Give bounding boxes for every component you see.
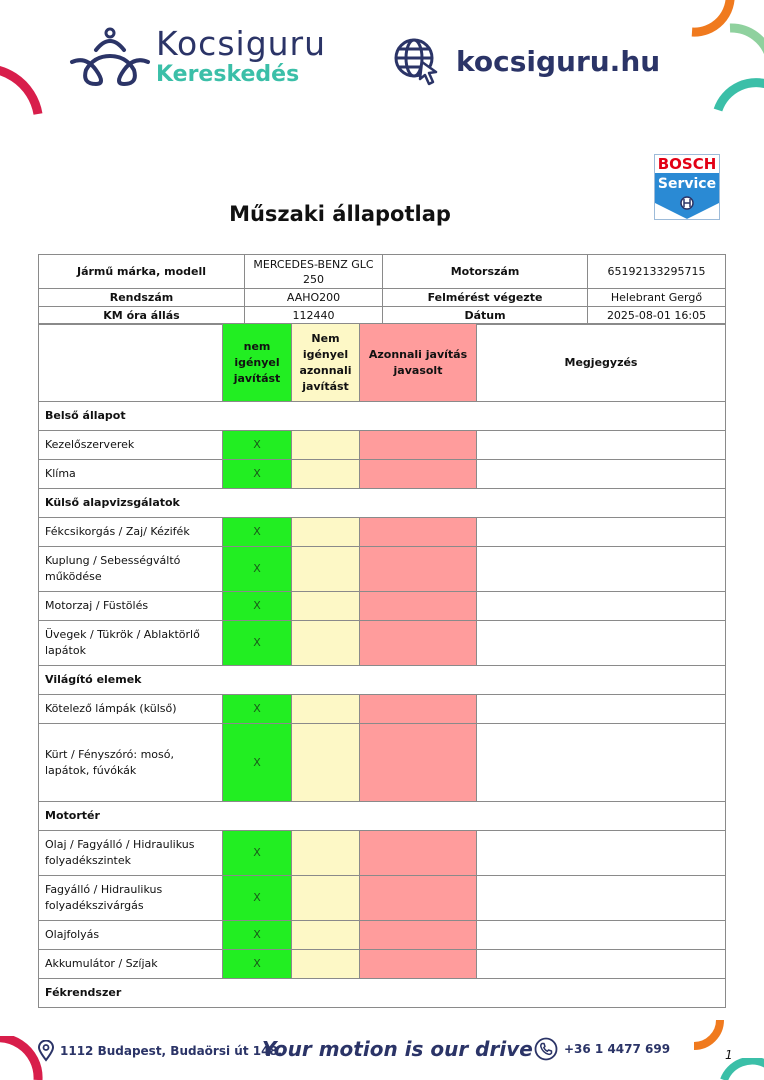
bosch-service-text: Service (655, 173, 719, 195)
guru-mascot-icon (66, 26, 152, 88)
section-row (39, 802, 726, 831)
checklist-row (39, 950, 726, 979)
inspector-label: Felmérést végezte (383, 289, 588, 307)
checklist-item-label: Kötelező lámpák (külső) (39, 695, 223, 724)
status-no-repair-cell: X (223, 876, 292, 921)
plate-value: AAHO200 (245, 289, 383, 307)
status-urgent-repair-cell (360, 460, 477, 489)
plate-label: Rendszám (39, 289, 245, 307)
header-blank (39, 324, 223, 402)
decorative-arc-top-right-green (726, 20, 764, 60)
checklist-item-label: Fékcsikorgás / Zaj/ Kézifék (39, 518, 223, 547)
status-no-repair-cell: X (223, 547, 292, 592)
status-no-repair-cell: X (223, 431, 292, 460)
section-row (39, 666, 726, 695)
section-title: Világító elemek (39, 666, 726, 695)
status-no-urgent-repair-cell (292, 592, 360, 621)
checklist-row (39, 695, 726, 724)
section-title: Motortér (39, 802, 726, 831)
note-cell (477, 621, 726, 666)
make-model-label: Jármű márka, modell (39, 255, 245, 289)
status-urgent-repair-cell (360, 831, 477, 876)
vehicle-info-table (38, 254, 726, 325)
status-no-urgent-repair-cell (292, 518, 360, 547)
status-no-urgent-repair-cell (292, 921, 360, 950)
phone-text: +36 1 4477 699 (564, 1042, 671, 1056)
status-urgent-repair-cell (360, 621, 477, 666)
note-cell (477, 876, 726, 921)
checklist-item-label: Motorzaj / Füstölés (39, 592, 223, 621)
status-no-repair-cell: X (223, 592, 292, 621)
checklist-item-label: Olaj / Fagyálló / Hidraulikus folyadékszintek (39, 831, 223, 876)
checklist-row (39, 518, 726, 547)
brand-subtitle: Kereskedés (156, 62, 300, 87)
status-urgent-repair-cell (360, 876, 477, 921)
note-cell (477, 460, 726, 489)
checklist-row (39, 831, 726, 876)
checklist-row (39, 621, 726, 666)
decorative-arc-bottom-right-orange (692, 1018, 726, 1052)
note-cell (477, 695, 726, 724)
checklist-item-label: Fagyálló / Hidraulikus folyadékszivárgás (39, 876, 223, 921)
note-cell (477, 950, 726, 979)
checklist-row (39, 592, 726, 621)
website-text: kocsiguru.hu (456, 44, 661, 78)
status-no-urgent-repair-cell (292, 621, 360, 666)
globe-cursor-icon (392, 36, 442, 86)
checklist-item-label: Kuplung / Sebességváltó működése (39, 547, 223, 592)
note-cell (477, 431, 726, 460)
checklist-item-label: Üvegek / Tükrök / Ablaktörlő lapátok (39, 621, 223, 666)
note-cell (477, 831, 726, 876)
inspector-value: Helebrant Gergő (588, 289, 726, 307)
section-title: Belső állapot (39, 402, 726, 431)
status-urgent-repair-cell (360, 547, 477, 592)
header-urgent-repair: Azonnali javítás javasolt (360, 324, 477, 402)
brand-logo (66, 26, 326, 88)
header-notes: Megjegyzés (477, 324, 726, 402)
date-label: Dátum (383, 307, 588, 325)
checklist-row (39, 876, 726, 921)
section-row (39, 489, 726, 518)
status-urgent-repair-cell (360, 431, 477, 460)
status-no-repair-cell: X (223, 621, 292, 666)
footer-address (38, 1040, 282, 1062)
note-cell (477, 724, 726, 802)
checklist-item-label: Kürt / Fényszóró: mosó, lapátok, fúvókák (39, 724, 223, 802)
section-row (39, 402, 726, 431)
odometer-label: KM óra állás (39, 307, 245, 325)
decorative-arc-top-right-teal (712, 76, 764, 112)
status-no-repair-cell: X (223, 695, 292, 724)
status-no-urgent-repair-cell (292, 695, 360, 724)
note-cell (477, 547, 726, 592)
address-text: 1112 Budapest, Budaörsi út 148. (60, 1044, 283, 1058)
brand-name: Kocsiguru (156, 24, 327, 63)
status-no-repair-cell: X (223, 518, 292, 547)
header-no-repair: nem igényel javítást (223, 324, 292, 402)
page-title: Műszaki állapotlap (229, 202, 451, 226)
checklist-row (39, 547, 726, 592)
status-no-urgent-repair-cell (292, 950, 360, 979)
checklist-row (39, 921, 726, 950)
status-urgent-repair-cell (360, 724, 477, 802)
status-no-repair-cell: X (223, 831, 292, 876)
status-no-urgent-repair-cell (292, 431, 360, 460)
status-urgent-repair-cell (360, 518, 477, 547)
status-urgent-repair-cell (360, 592, 477, 621)
section-row (39, 979, 726, 1008)
decorative-arc-top-left (0, 60, 44, 116)
status-urgent-repair-cell (360, 921, 477, 950)
status-no-urgent-repair-cell (292, 876, 360, 921)
note-cell (477, 592, 726, 621)
checklist-row (39, 431, 726, 460)
note-cell (477, 518, 726, 547)
location-pin-icon (38, 1040, 54, 1062)
info-row (39, 307, 726, 325)
info-row (39, 255, 726, 289)
checklist-row (39, 460, 726, 489)
bosch-logo-text: BOSCH (657, 155, 717, 173)
checklist-item-label: Akkumulátor / Szíjak (39, 950, 223, 979)
slogan: Your motion is our drive (262, 1037, 533, 1061)
odometer-value: 112440 (245, 307, 383, 325)
header-no-urgent-repair: Nem igényel azonnali javítást (292, 324, 360, 402)
status-no-repair-cell: X (223, 724, 292, 802)
status-no-repair-cell: X (223, 950, 292, 979)
engine-number-value: 65192133295715 (588, 255, 726, 289)
status-no-repair-cell: X (223, 921, 292, 950)
page-number: 1 (725, 1048, 733, 1062)
checklist-row (39, 724, 726, 802)
note-cell (477, 921, 726, 950)
phone-icon (534, 1037, 558, 1061)
status-no-urgent-repair-cell (292, 460, 360, 489)
website-link[interactable] (392, 36, 660, 86)
status-no-urgent-repair-cell (292, 547, 360, 592)
status-urgent-repair-cell (360, 695, 477, 724)
inspection-table (38, 323, 726, 1008)
status-no-urgent-repair-cell (292, 724, 360, 802)
checklist-item-label: Klíma (39, 460, 223, 489)
section-title: Külső alapvizsgálatok (39, 489, 726, 518)
info-row (39, 289, 726, 307)
checklist-item-label: Kezelőszerverek (39, 431, 223, 460)
engine-number-label: Motorszám (383, 255, 588, 289)
footer-phone[interactable] (534, 1037, 670, 1061)
status-no-urgent-repair-cell (292, 831, 360, 876)
make-model-value: MERCEDES-BENZ GLC 250 (245, 255, 383, 289)
status-urgent-repair-cell (360, 950, 477, 979)
section-title: Fékrendszer (39, 979, 726, 1008)
checklist-item-label: Olajfolyás (39, 921, 223, 950)
date-value: 2025-08-01 16:05 (588, 307, 726, 325)
status-no-repair-cell: X (223, 460, 292, 489)
column-header-row (39, 324, 726, 402)
